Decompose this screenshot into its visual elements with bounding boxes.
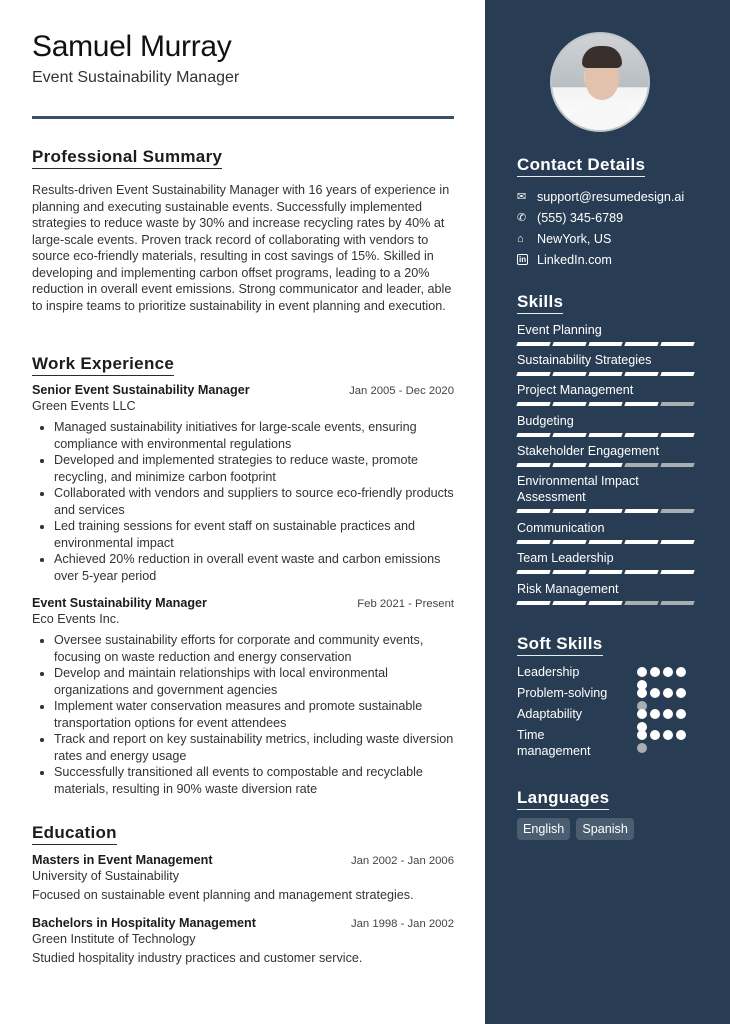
degree: Masters in Event Management xyxy=(32,853,213,867)
sidebar xyxy=(485,0,730,1024)
skill-level-segment xyxy=(588,342,622,346)
skill-level-segment xyxy=(624,601,658,605)
skill-label: Sustainability Strategies xyxy=(517,353,652,367)
skill-level-segment xyxy=(588,570,622,574)
school: Green Institute of Technology xyxy=(32,932,196,946)
soft-skills-list xyxy=(517,664,697,761)
skill-item xyxy=(517,352,697,376)
experience-heading: Work Experience xyxy=(32,354,174,376)
education-entry xyxy=(32,853,454,902)
education-heading: Education xyxy=(32,823,117,845)
skill-level-segment xyxy=(588,540,622,544)
language-tag: Spanish xyxy=(576,818,634,840)
job-entry xyxy=(32,383,454,584)
job-bullets xyxy=(32,632,454,797)
job-company: Green Events LLC xyxy=(32,399,136,413)
soft-skill-item xyxy=(517,706,697,727)
skill-level-segment xyxy=(552,570,586,574)
linkedin-icon: in xyxy=(519,255,527,264)
skill-level-segment xyxy=(552,372,586,376)
skill-level-bars xyxy=(517,433,697,437)
bullet-item: Collaborated with vendors and suppliers to source eco-friendly products and services xyxy=(32,485,454,518)
skill-level-segment xyxy=(588,372,622,376)
skill-level-segment xyxy=(660,509,694,513)
skill-level-segment xyxy=(660,570,694,574)
contact-heading: Contact Details xyxy=(517,155,645,177)
rating-dot xyxy=(676,667,686,677)
bullet-item: Achieved 20% reduction in overall event waste and carbon emissions over 5-year period xyxy=(32,551,454,584)
skills-heading: Skills xyxy=(517,292,563,314)
skill-level-segment xyxy=(516,402,550,406)
skill-level-segment xyxy=(624,509,658,513)
skill-level-segment xyxy=(516,433,550,437)
skill-label: Event Planning xyxy=(517,323,602,337)
skill-label: Budgeting xyxy=(517,414,574,428)
skill-item xyxy=(517,550,697,574)
skill-level-bars xyxy=(517,509,697,513)
skill-level-bars xyxy=(517,342,697,346)
soft-skill-label: Problem-solving xyxy=(517,686,608,700)
skill-level-segment xyxy=(516,540,550,544)
skill-level-bars xyxy=(517,463,697,467)
rating-dot xyxy=(650,667,660,677)
skill-item xyxy=(517,473,697,513)
skill-level-segment xyxy=(624,372,658,376)
summary-text: Results-driven Event Sustainability Manager with 16 years of experience in planning and executing sustainable events. Successfully implemented strategies to reduce waste by 30% and increase recycling rates by 40% at large-scale events. Proven track record of collaborating with vendors to source eco-friendly materials, resulting in cost savings of 15%. Skilled in developing and implementing carbon offset programs, leading to a 20% reduction in overall event emissions. Strong communicator and leader, able to inspire teams to prioritize sustainability in event planning and execution. xyxy=(32,183,452,313)
rating-dot xyxy=(676,709,686,719)
contact-linkedin[interactable]: in LinkedIn.com xyxy=(519,252,612,267)
bullet-item: Implement water conservation measures and promote sustainable transportation options for event attendees xyxy=(32,698,454,731)
skill-label: Project Management xyxy=(517,383,634,397)
job-date: Feb 2021 - Present xyxy=(357,598,454,610)
skill-level-segment xyxy=(624,570,658,574)
home-icon: ⌂ xyxy=(517,232,524,245)
skill-level-segment xyxy=(588,601,622,605)
skill-level-segment xyxy=(516,372,550,376)
skill-level-bars xyxy=(517,372,697,376)
rating-dot xyxy=(663,709,673,719)
rating-dot xyxy=(637,730,647,740)
skill-level-segment xyxy=(660,433,694,437)
skill-label: Communication xyxy=(517,521,605,535)
skill-level-segment xyxy=(624,433,658,437)
skill-label: Environmental Impact Assessment xyxy=(517,474,639,504)
education-date: Jan 1998 - Jan 2002 xyxy=(350,918,454,930)
bullet-item: Develop and maintain relationships with local environmental organizations and government agencies xyxy=(32,665,454,698)
soft-skills-heading: Soft Skills xyxy=(517,634,603,656)
skill-level-bars xyxy=(517,540,697,544)
soft-skill-item xyxy=(517,727,697,761)
degree: Bachelors in Hospitality Management xyxy=(32,916,256,930)
soft-skill-label: Time management xyxy=(517,728,591,758)
skill-level-segment xyxy=(660,540,694,544)
profile-photo xyxy=(550,32,650,132)
skill-level-segment xyxy=(588,463,622,467)
bullet-item: Developed and implemented strategies to reduce waste, promote recycling, and minimize carbon footprint xyxy=(32,452,454,485)
soft-skill-label: Leadership xyxy=(517,665,580,679)
skill-level-segment xyxy=(552,463,586,467)
skill-level-segment xyxy=(516,342,550,346)
skill-item xyxy=(517,322,697,346)
bullet-item: Led training sessions for event staff on sustainable practices and environmental impact xyxy=(32,518,454,551)
rating-dot xyxy=(650,730,660,740)
skill-level-segment xyxy=(552,433,586,437)
contact-list xyxy=(517,186,717,270)
bullet-item: Track and report on key sustainability metrics, including waste diversion rates and energy usage xyxy=(32,731,454,764)
rating-dot xyxy=(637,667,647,677)
rating-dot xyxy=(663,730,673,740)
skill-level-segment xyxy=(624,540,658,544)
envelope-icon: ✉ xyxy=(517,191,527,203)
soft-skill-item xyxy=(517,664,697,685)
bullet-item: Managed sustainability initiatives for large-scale events, ensuring compliance with environmental regulations xyxy=(32,419,454,452)
school: University of Sustainability xyxy=(32,869,179,883)
skill-level-segment xyxy=(624,342,658,346)
rating-dot xyxy=(637,743,647,753)
skill-level-bars xyxy=(517,570,697,574)
soft-skill-item xyxy=(517,685,697,706)
skill-level-segment xyxy=(552,509,586,513)
languages-list xyxy=(517,818,634,840)
skill-level-segment xyxy=(552,342,586,346)
rating-dot xyxy=(637,688,647,698)
soft-skill-label: Adaptability xyxy=(517,707,583,721)
skill-level-segment xyxy=(660,402,694,406)
contact-email[interactable]: ✉ support@resumedesign.ai xyxy=(517,189,685,204)
header-divider xyxy=(32,116,454,119)
candidate-title: Event Sustainability Manager xyxy=(32,69,240,86)
skill-label: Team Leadership xyxy=(517,551,614,565)
job-date: Jan 2005 - Dec 2020 xyxy=(349,385,454,397)
skill-level-segment xyxy=(660,601,694,605)
skill-level-segment xyxy=(624,463,658,467)
phone-icon: ✆ xyxy=(517,212,527,224)
rating-dot xyxy=(637,709,647,719)
soft-skill-rating xyxy=(637,730,689,753)
rating-dot xyxy=(663,667,673,677)
rating-dot xyxy=(650,709,660,719)
bullet-item: Oversee sustainability efforts for corporate and community events, focusing on waste reduction and energy conservation xyxy=(32,632,454,665)
skill-level-segment xyxy=(516,463,550,467)
skill-item xyxy=(517,413,697,437)
skill-level-segment xyxy=(660,463,694,467)
contact-phone[interactable]: ✆ (555) 345-6789 xyxy=(517,210,624,225)
candidate-name: Samuel Murray xyxy=(32,30,232,63)
bullet-item: Successfully transitioned all events to compostable and recyclable materials, resulting in 90% waste diversion rate xyxy=(32,764,454,797)
summary-heading: Professional Summary xyxy=(32,147,222,169)
skill-label: Stakeholder Engagement xyxy=(517,444,660,458)
rating-dot xyxy=(650,688,660,698)
rating-dot xyxy=(676,688,686,698)
education-date: Jan 2002 - Jan 2006 xyxy=(350,855,454,867)
job-title: Senior Event Sustainability Manager xyxy=(32,383,250,397)
skill-level-bars xyxy=(517,402,697,406)
skill-item xyxy=(517,581,697,605)
skill-level-bars xyxy=(517,601,697,605)
skill-level-segment xyxy=(588,433,622,437)
skill-item xyxy=(517,382,697,406)
education-description: Focused on sustainable event planning and management strategies. xyxy=(32,888,414,902)
job-title: Event Sustainability Manager xyxy=(32,596,207,610)
skill-level-segment xyxy=(552,402,586,406)
skill-level-segment xyxy=(660,372,694,376)
skill-level-segment xyxy=(624,402,658,406)
rating-dot xyxy=(676,730,686,740)
languages-heading: Languages xyxy=(517,788,609,810)
rating-dot xyxy=(663,688,673,698)
job-bullets xyxy=(32,419,454,584)
skill-level-segment xyxy=(516,601,550,605)
skill-level-segment xyxy=(516,570,550,574)
skill-level-segment xyxy=(588,509,622,513)
contact-location: ⌂ NewYork, US xyxy=(517,231,612,246)
education-description: Studied hospitality industry practices and customer service. xyxy=(32,951,363,965)
skill-level-segment xyxy=(516,509,550,513)
skill-label: Risk Management xyxy=(517,582,619,596)
job-entry xyxy=(32,596,454,797)
job-company: Eco Events Inc. xyxy=(32,612,120,626)
skill-item xyxy=(517,443,697,467)
skill-level-segment xyxy=(552,540,586,544)
skill-level-segment xyxy=(552,601,586,605)
skill-level-segment xyxy=(660,342,694,346)
language-tag: English xyxy=(517,818,570,840)
skill-item xyxy=(517,520,697,544)
skill-level-segment xyxy=(588,402,622,406)
education-entry xyxy=(32,916,454,965)
